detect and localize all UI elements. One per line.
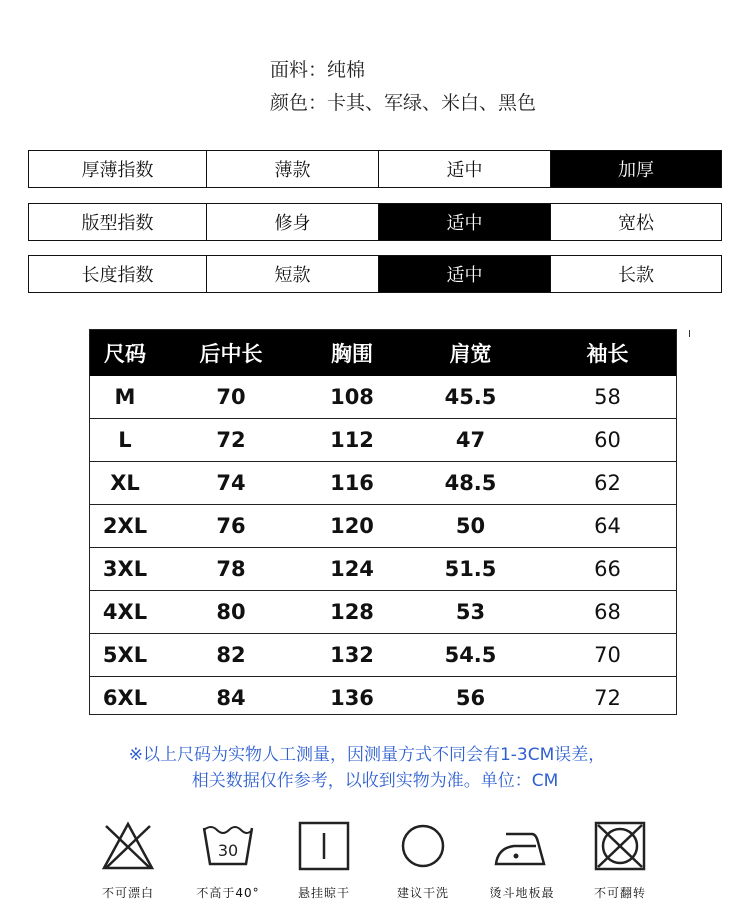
measurement-cell: 128 (301, 591, 403, 634)
header-back-length: 后中长 (161, 329, 301, 376)
measurement-cell: 120 (301, 505, 403, 548)
measurement-cell: 78 (161, 548, 301, 591)
measurement-cell: 47 (403, 419, 538, 462)
measurement-cell: 72 (161, 419, 301, 462)
index-row-length (28, 255, 722, 293)
header-size: 尺码 (89, 329, 161, 376)
size-label-cell: XL (89, 462, 161, 505)
size-label-cell: 2XL (89, 505, 161, 548)
measurement-cell: 132 (301, 634, 403, 677)
wash-temp: 30 (217, 841, 239, 860)
index-option: 适中 (378, 256, 550, 292)
measurement-cell: 82 (161, 634, 301, 677)
index-option: 修身 (206, 204, 378, 240)
size-row (89, 677, 677, 720)
no-bleach-icon (100, 820, 156, 872)
size-row (89, 505, 677, 548)
measurement-cell: 53 (403, 591, 538, 634)
size-row (89, 419, 677, 462)
measurement-cell: 72 (594, 686, 621, 710)
iron-icon (492, 820, 552, 872)
measurement-note-line2: 相关数据仅作参考，以收到实物为准。单位：CM (191, 771, 559, 791)
measurement-cell: 60 (538, 419, 677, 462)
size-label-cell: M (89, 376, 161, 419)
size-row (89, 591, 677, 634)
size-row (89, 462, 677, 505)
measurement-cell: 76 (161, 505, 301, 548)
measurement-cell: 108 (301, 376, 403, 419)
measurement-note-line1: ※以上尺码为实物人工测量，因测量方式不同会有1-3CM误差， (128, 745, 606, 765)
material-info: 面料：纯棉 (270, 59, 366, 81)
measurement-cell: 136 (330, 686, 374, 710)
care-label: 烫斗地板最 (489, 886, 555, 900)
wash-30-icon (200, 820, 256, 872)
care-label: 不可翻转 (593, 886, 646, 900)
tumble-dry-icon (395, 820, 451, 872)
index-option: 加厚 (550, 151, 721, 187)
measurement-cell: 66 (538, 548, 677, 591)
care-iron (477, 820, 567, 901)
measurement-cell: 62 (538, 462, 677, 505)
measurement-cell: 54.5 (403, 634, 538, 677)
care-no-tumble (575, 820, 665, 901)
index-option: 宽松 (550, 204, 721, 240)
index-option: 长款 (550, 256, 721, 292)
decorative-tick (689, 330, 690, 337)
care-label: 悬挂晾干 (297, 886, 350, 900)
index-row-fit (28, 203, 722, 241)
size-table-header (89, 329, 677, 376)
index-label: 长度指数 (81, 265, 154, 286)
measurement-cell: 58 (538, 376, 677, 419)
measurement-cell: 70 (538, 634, 677, 677)
measurement-cell: 74 (161, 462, 301, 505)
care-hang-dry (279, 820, 369, 901)
index-label: 版型指数 (81, 213, 154, 234)
care-label: 建议干洗 (396, 886, 449, 900)
measurement-cell: 50 (403, 505, 538, 548)
care-label: 不高于40° (196, 886, 260, 900)
header-sleeve: 袖长 (538, 329, 677, 376)
care-no-bleach (83, 820, 173, 901)
header-chest: 胸围 (301, 329, 403, 376)
measurement-cell: 70 (161, 376, 301, 419)
care-label: 不可漂白 (101, 886, 154, 900)
measurement-cell: 45.5 (403, 376, 538, 419)
size-label-cell: 3XL (89, 548, 161, 591)
size-label-cell: 5XL (89, 634, 161, 677)
measurement-cell: 116 (301, 462, 403, 505)
size-label-cell: 6XL (102, 686, 148, 710)
index-row-thickness (28, 150, 722, 188)
header-shoulder: 肩宽 (403, 329, 538, 376)
size-label-cell: 4XL (89, 591, 161, 634)
size-label-cell: L (89, 419, 161, 462)
size-row (89, 376, 677, 419)
index-label: 厚薄指数 (81, 160, 154, 181)
measurement-cell: 80 (161, 591, 301, 634)
size-row (89, 634, 677, 677)
measurement-cell: 112 (301, 419, 403, 462)
color-info: 颜色：卡其、军绿、米白、黑色 (270, 92, 537, 114)
index-option: 适中 (378, 204, 550, 240)
hang-dry-icon (296, 820, 352, 872)
measurement-cell: 68 (538, 591, 677, 634)
measurement-cell: 124 (301, 548, 403, 591)
measurement-cell: 56 (455, 686, 486, 710)
index-option: 短款 (206, 256, 378, 292)
measurement-cell: 48.5 (403, 462, 538, 505)
size-row (89, 548, 677, 591)
care-wash-30 (183, 820, 273, 901)
measurement-cell: 64 (538, 505, 677, 548)
index-option: 适中 (378, 151, 550, 187)
care-dry-clean (378, 820, 468, 901)
index-option: 薄款 (206, 151, 378, 187)
measurement-cell: 51.5 (403, 548, 538, 591)
no-tumble-dry-icon (592, 820, 648, 872)
size-table (89, 329, 677, 719)
measurement-cell: 84 (216, 686, 246, 710)
